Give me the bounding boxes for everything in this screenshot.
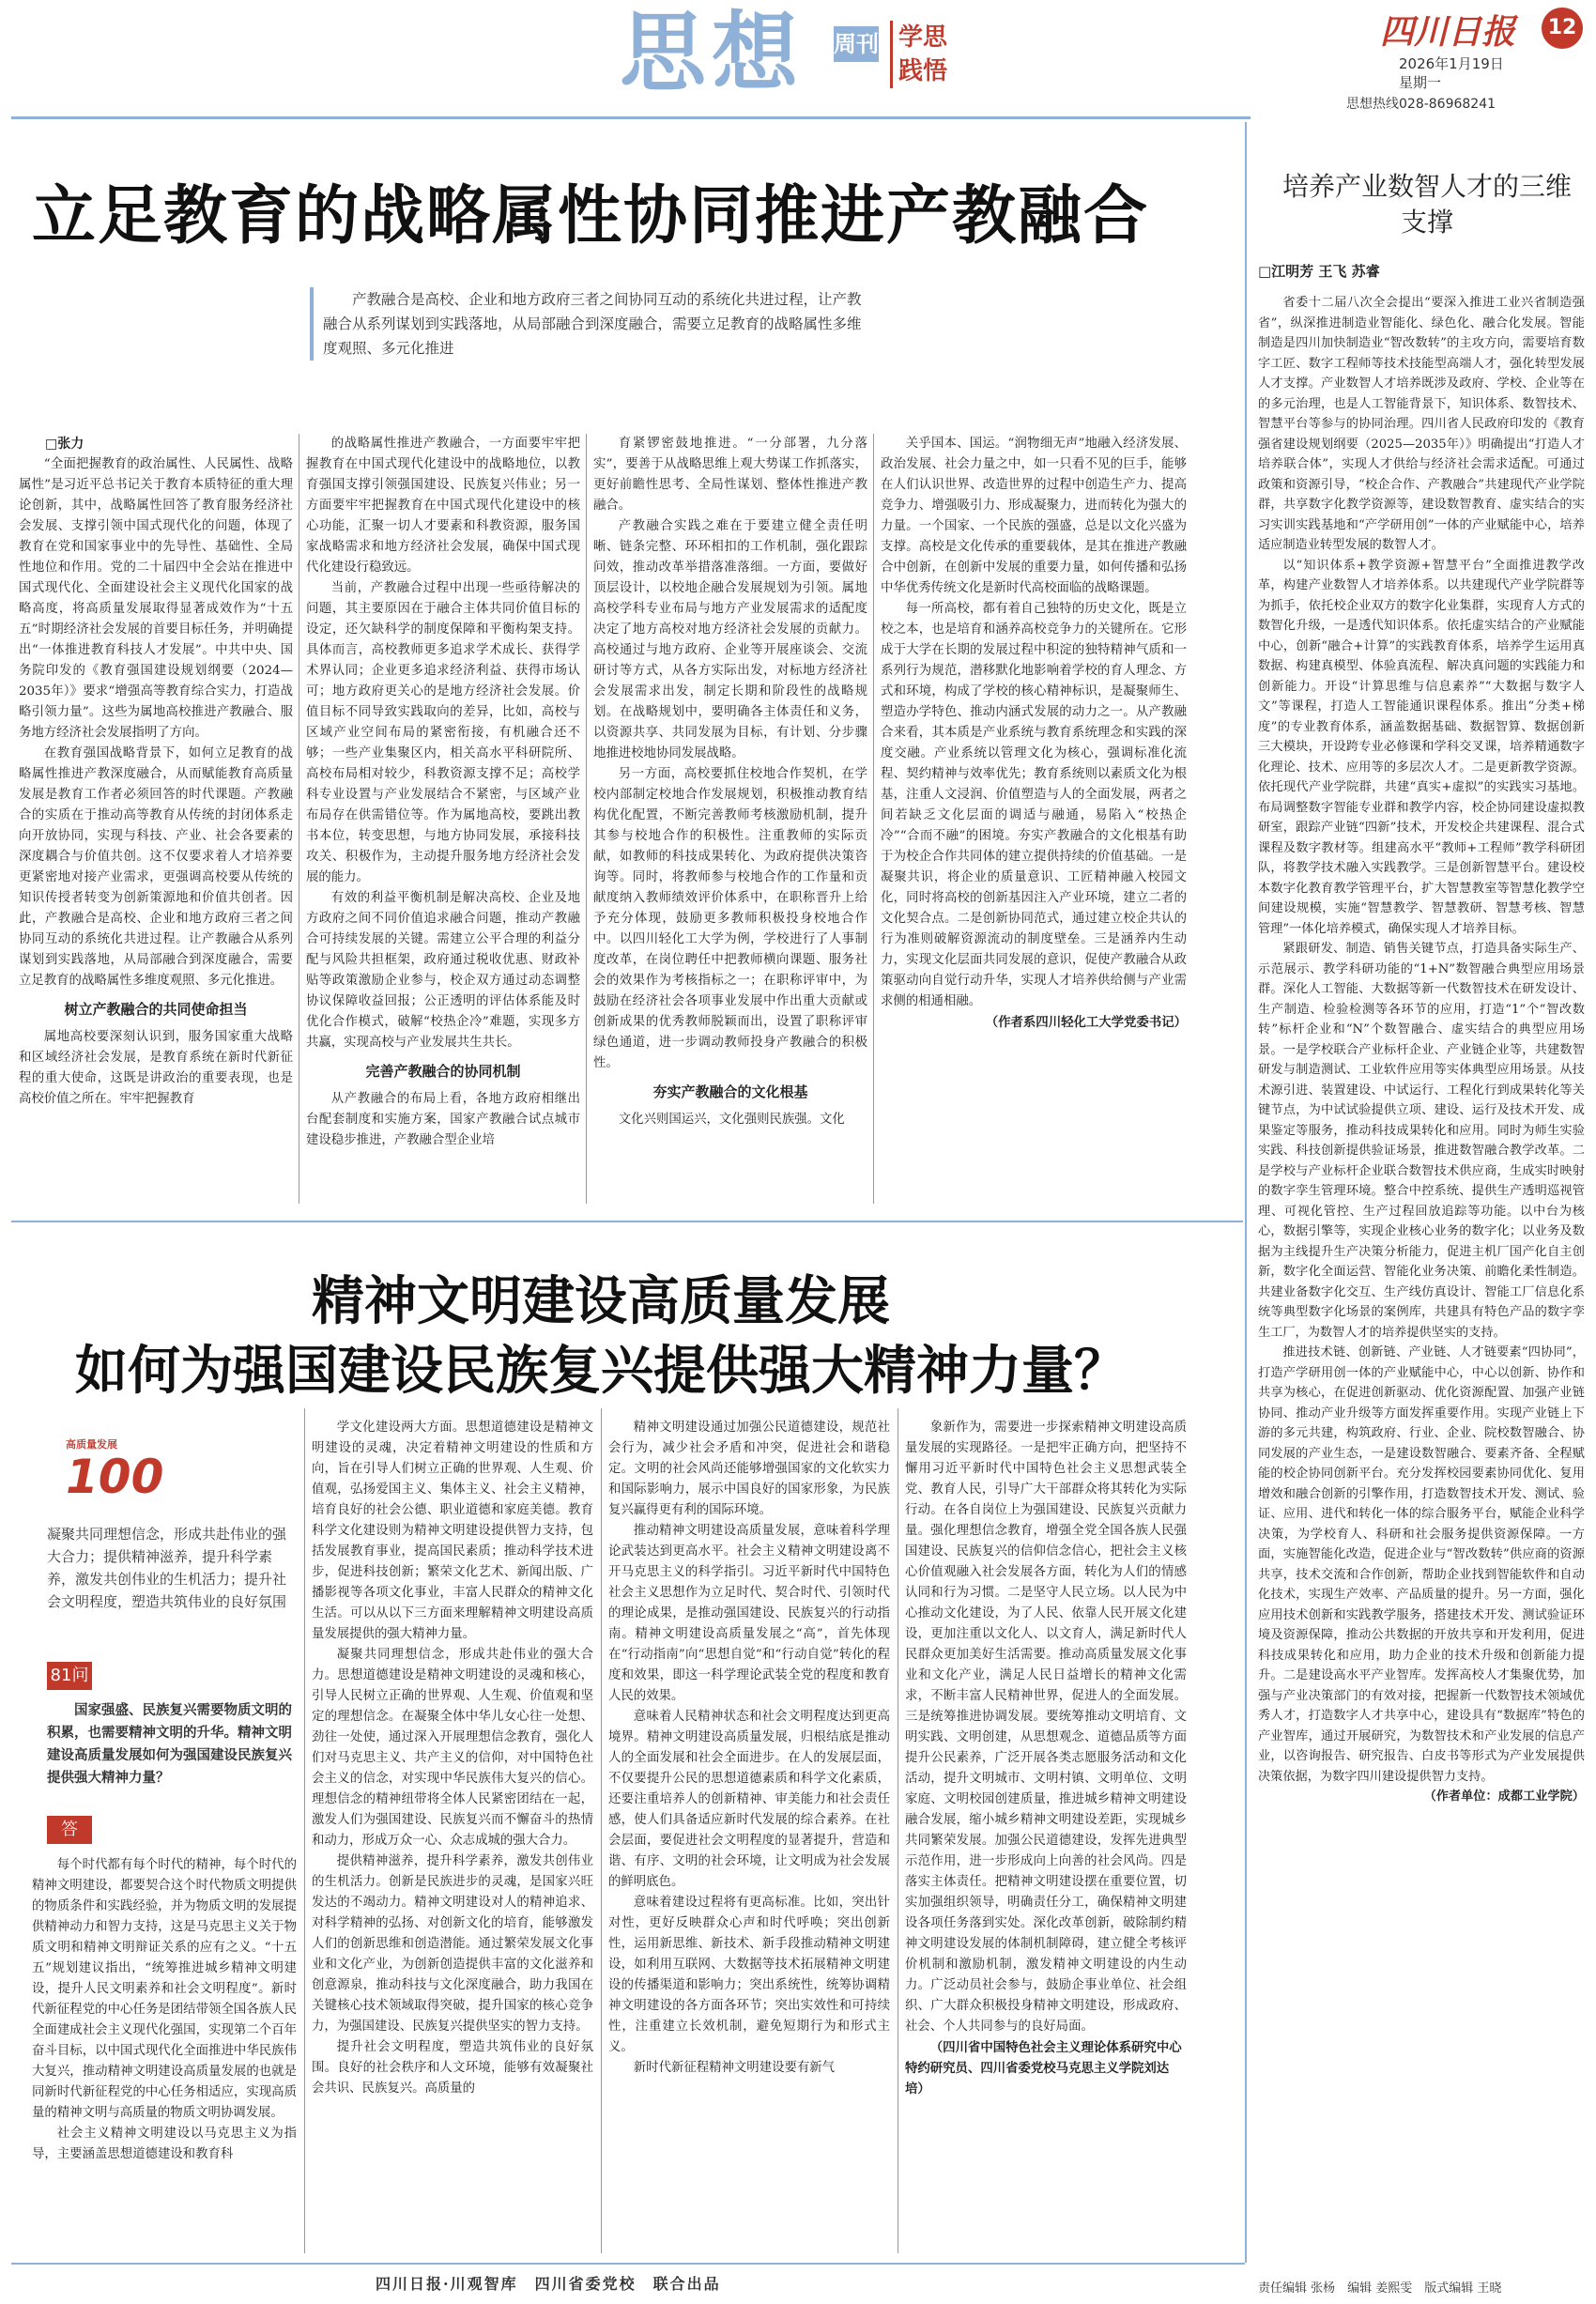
paragraph: 文化兴则国运兴，文化强则民族强。文化	[618, 1113, 845, 1127]
paragraph: 新时代新征程精神文明建设要有新气	[633, 2061, 836, 2075]
article2-signature: （四川省中国特色社会主义理论体系研究中心特约研究员、四川省委党校马克思主义学院刘达培）	[905, 2040, 1182, 2097]
paragraph: 紧跟研发、制造、销售关键节点，打造具备实际生产、示范展示、教学科研功能的“1+N”数智融合典型应用场景群。深化人工智能、大数据等新一代数智技术在研发设计、生产制造、检验检测等各环节的应用，打造“1”个“智改数转”标杆企业和“N”个数智融合、虚实结合的典型应用场景。一是学校联合产业标杆企业、产业链企业等，共建数智研发与制造测试、工业软件应用等实体典型应用场景。从技术源引进、装置建设、中试运行、工程化行到成果转化等关键节点，为中试试验提供立项、建设、运行及技术开发、成果鉴定等服务，推动科技成果转化和应用。同时为师生实验实践、科技创新提供验证场景，推进数智融合教学改革。二是学校与产业标杆企业联合数智技术供应商，生成实时映射的数字孪生管理环境。整合中控系统、提供生产透明巡视管理、可视化管控、生产过程回放追踪等功能。以中台为核心，数据引擎等，实现企业核心业务的数字化；以业务及数据为主线提升生产决策分析能力，促进主机厂国产化自主创新，数字化全面运营、智能化业务决策、前瞻化柔性制造。共建业备数字化交互、生产线仿真设计、智能工厂信息化系统等典型数字化场景的案例库，共建具有特色产品的数字孪生工厂，为数智人才的培养提供坚实的支持。	[1258, 942, 1585, 1340]
question-text: 国家强盛、民族复兴需要物质文明的积累，也需要精神文明的升华。精神文明建设高质量发展如何为强国建设民族复兴提供强大精神力量？	[47, 1702, 292, 1786]
article1-column-2	[306, 434, 580, 1213]
paragraph: 另一方面，高校要抓住校地合作契机，在学校内部制定校地合作发展规划，积极推动教育结构优化配置，不断完善教师考核激励机制，提升其参与校地合作的积极性。注重教师的实际贡献，如教师的科技成果转化、为政府提供决策咨询等。同时，将教师参与校地合作的工作量和贡献度纳入教师绩效评价体系中，在职称晋升上给予充分体现，鼓励更多教师积极投身校地合作中。以四川轻化工大学为例，学校进行了人事制度改革，在岗位聘任中把教师横向课题、服务社会的效果作为考核指标之一；在职称评审中，为鼓励在经济社会各项事业发展中作出重大贡献或创新成果的优秀教师脱颖而出，设置了职称评审绿色通道，进一步调动教师投身产教融合的积极性。	[593, 767, 867, 1070]
dateline	[1399, 54, 1504, 92]
column-divider	[304, 1408, 305, 2253]
newspaper-logo: 四川日报	[1380, 12, 1516, 52]
article1-headline: 立足教育的战略属性协同推进产教融合	[32, 179, 1150, 253]
paragraph: 从产教融合的布局上看，各地方政府相继出台配套制度和实施方案，国家产教融合试点城市建设稳步推进，产教融合型企业培	[306, 1092, 580, 1147]
paragraph: 每个时代都有每个时代的精神，每个时代的精神文明建设，都要契合这个时代物质文明提供的物质条件和实践经验，并为物质文明的发展提供精神动力和智力支持，这是马克思主义关于物质文明和精神文明辩证关系的应有之义。“十五五”规划建议指出，“统筹推进城乡精神文明建设，提升人民文明素养和社会文明程度”。新时代新征程党的中心任务是团结带领全国各族人民全面建成社会主义现代化强国，实现第二个百年奋斗目标，以中国式现代化全面推进中华民族伟大复兴，推动精神文明建设高质量发展的也就是同新时代新征程党的中心任务相适应，实现高质量的精神文明与高质量的物质文明协调发展。	[32, 1858, 297, 2120]
sidebar-headline: 培养产业数智人才的三维支撑	[1281, 171, 1572, 238]
paragraph: 提供精神滋养，提升科学素养，激发共创伟业的生机活力。创新是民族进步的灵魂，是国家兴旺发达的不竭动力。精神文明建设对人的精神追求、对科学精神的弘扬、对创新文化的培育，能够激发人们的创新思维和创造潜能。通过繁荣发展文化事业和文化产业，为创新创造提供丰富的文化滋养和创意源泉，推动科技与文化深度融合，助力我国在关键核心技术领域取得突破，提升国家的核心竞争力，为强国建设、民族复兴提供坚实的智力支持。	[312, 1854, 593, 2034]
footer-rule	[11, 2263, 1245, 2265]
footer-editors: 责任编辑 张杨 编辑 姜熙雯 版式编辑 王晓	[1258, 2281, 1502, 2296]
paragraph: 当前，产教融合过程中出现一些亟待解决的问题，其主要原因在于融合主体共同价值目标的设定，还欠缺科学的制度保障和平衡构架支持。具体而言，高校教师更多追求学术成长、获得学术界认同；企业更多追求经济利益、获得市场认可；地方政府更关心的是地方经济社会发展。价值目标不同导致实践取向的差异，比如，高校与区域产业空间布局的紧密衔接，有机融合还不够；一些产业集聚区内，相关高水平科研院所、高校布局相对较少，科教资源支撑不足；高校学科专业设置与产业发展结合不紧密，与区域产业布局存在供需错位等。作为属地高校，要跳出教书本位，转变思想，与地方协同发展，承接科技攻关、积极作为，主动提升服务地方经济社会发展的能力。	[306, 581, 580, 884]
paragraph: 精神文明建设通过加强公民道德建设，规范社会行为，减少社会矛盾和冲突，促进社会和谐稳定。文明的社会风尚还能够增强国家的文化软实力和国际影响力，展示中国良好的国家形象，为民族复兴赢得更有利的国际环境。	[608, 1421, 890, 1517]
paragraph: 学文化建设两大方面。思想道德建设是精神文明建设的灵魂，决定着精神文明建设的性质和方向，旨在引导人们树立正确的世界观、人生观、价值观，弘扬爱国主义、集体主义、社会主义精神，培育良好的社会公德、职业道德和家庭美德。教育科学文化建设则为精神文明建设提供智力支持，包括发展教育事业，提高国民素质；推动科学技术进步，促进科技创新；繁荣文化艺术、新闻出版、广播影视等各项文化事业，丰富人民群众的精神文化生活。可以从以下三方面来理解精神文明建设高质量发展提供的强大精神力量。	[312, 1421, 593, 1641]
sidebar-signature: （作者单位：成都工业学院）	[1423, 1789, 1585, 1804]
article2-title-line2: 如何为强国建设民族复兴提供强大精神力量？	[75, 1341, 1127, 1402]
column-divider	[586, 434, 587, 1204]
paragraph: 推进技术链、创新链、产业链、人才链要素“四协同”，打造产学研用创一体的产业赋能中心，中心以创新、协作和共享为核心，在促进创新驱动、优化资源配置、加强产业链协同、推动产业升级等方面发挥重要作用。实现产业链上下游的多元共建，构筑政府、行业、企业、院校数智融合、协同发展的产业生态，一是建设数智融合、要素齐备、全程赋能的校企协同创新平台。充分发挥校园要素协同优化、复用增效和融合创新的引擎作用，打造数智技术开发、测试、验证、应用、进代和转化一体的综合服务平台，赋能企业科学决策，为学校育人、科研和社会服务提供资源保障。一方面，实施智能化改造，促进企业与“智改数转”供应商的资源共享，技术交流和合作创新，帮助企业找到智能软件和自动化技术，实现生产效率、产品质量的提升。另一方面，强化应用技术创新和实践教学服务，搭建技术开发、测试验证环境及资源保障，推动公共数据的开放共享和开发利用，促进科技成果转化和应用，助力企业的技术升级和创新能力提升。二是建设高水平产业智库。发挥高校人才集聚优势，加强与产业决策部门的有效对接，把握新一代数智技术领域优秀人才，打造数字人才共享中心，建设具有“数据库”特色的产业智库，通过开展研究，为数智技术和产业发展的信息产业，以咨询报告、研究报告、白皮书等形式为产业发展提供决策依据，为数字四川建设提供智力支持。	[1258, 1345, 1585, 1784]
issue-weekday: 星期一	[1399, 74, 1442, 91]
paragraph: 凝聚共同理想信念，形成共赴伟业的强大合力。思想道德建设是精神文明建设的灵魂和核心，引导人民树立正确的世界观、人生观、价值观和坚定的理想信念。在凝聚全体中华儿女心往一处想、劲往一处使，通过深入开展理想信念教育，强化人们对马克思主义、共产主义的信仰，对中国特色社会主义的信念，对实现中华民族伟大复兴的信心。理想信念的精神纽带将全体人民紧密团结在一起，激发人们为强国建设、民族复兴而不懈奋斗的热情和动力，形成万众一心、众志成城的强大合力。	[312, 1648, 593, 1848]
article2-lead: 凝聚共同理想信念，形成共赴伟业的强大合力；提供精神滋养，提升科学素养，激发共创伟业的生机活力；提升社会文明程度，塑造共筑伟业的良好氛围	[47, 1526, 287, 1610]
paragraph: 省委十二届八次全会提出“要深入推进工业兴省制造强省”，纵深推进制造业智能化、绿色化、融合化发展。智能制造是四川加快制造业“智改数转”的主攻方向，需要培育数字工匠、数字工程师等技术技能型高端人才，强化转型发展人才支撑。产业数智人才培养既涉及政府、学校、企业等在的多元治理，也是人工智能背景下，知识体系、数智技术、智慧平台等参与的协同治理。四川省人民政府印发的《教育强省建设规划纲要（2025—2035年）》明确提出“打造人才培养联合体”，实现人才供给与经济社会需求适配。可通过政策和资源引导，“校企合作、产教融合”共建现代产业学院群，共享数字化教学资源等，建设数智教育、虚实结合的实习实训实践基地和“产学研用创”一体的产业赋能中心，培养适应制造业转型发展的数智人才。	[1258, 296, 1585, 552]
high-quality-100-logo	[66, 1436, 207, 1504]
article2-column-4	[905, 1418, 1187, 2259]
article1-column-4	[881, 434, 1187, 1213]
article2-column-3	[608, 1418, 890, 2259]
masthead-title: 思想	[620, 2, 805, 103]
article1-column-3	[593, 434, 867, 1213]
masthead-column-tag: 学思践悟	[890, 21, 950, 88]
article1-lead: 产教融合是高校、企业和地方政府三者之间协同互动的系统化共进过程，让产教融合从系列谋划到实践落地，从局部融合到深度融合，需要立足教育的战略属性多维度观照、多元化推进	[310, 287, 871, 361]
paragraph: 关乎国本、国运。“润物细无声”地融入经济发展、政治发展、社会力量之中，如一只看不见的巨手，能够在人们认识世界、改造世界的过程中创造生产力、提高竞争力、增强吸引力、形成凝聚力，进而转化为强大的力量。一个国家、一个民族的强盛，总是以文化兴盛为支撑。高校是文化传承的重要载体，是其在推进产教融合中创新，在创新中发展的重要力量，如何传播和弘扬中华优秀传统文化是新时代高校面临的战略课题。	[881, 437, 1187, 595]
paragraph: 的战略属性推进产教融合，一方面要牢牢把握教育在中国式现代化建设中的战略地位，以教育强国支撑引领强国建设、民族复兴伟业；另一方面要牢牢把握教育在中国式现代化建设中的核心功能，汇聚一切人才要素和科教资源，服务国家战略需求和地方经济社会发展，确保中国式现代化建设行稳致远。	[306, 437, 580, 575]
column-divider	[601, 1408, 602, 2253]
paragraph: 提升社会文明程度，塑造共筑伟业的良好氛围。良好的社会秩序和人文环境，能够有效凝聚社会共识、民族复兴。高质量的	[312, 2040, 593, 2096]
paragraph: 每一所高校，都有着自己独特的历史文化，既是立校之本，也是培育和涵养高校竞争力的关键所在。它形成于大学在长期的发展过程中积淀的独特精神气质和一系列行为规范，潜移默化地影响着学校的育人理念、方式和环境，构成了学校的核心精神标识，是凝聚师生、塑造办学特色、推动内涵式发展的动力之一。从产教融合来看，其本质是产业系统与教育系统理念和实践的深度交融。产业系统以管理文化为核心，强调标准化流程、契约精神与效率优先；教育系统则以素质文化为根基，注重人文浸润、价值塑造与人的全面发展，两者之间若缺乏文化层面的调适与融通，易陷入“校热企冷”“合而不融”的困境。夯实产教融合的文化根基有助于为校企合作共同体的建立提供持续的价值基础。一是凝聚共识，将企业的质量意识、工匠精神融入校园文化，同时将高校的创新基因注入产业环境，建立二者的文化契合点。二是创新协同范式，通过建立校企共认的行为准则破解资源流动的制度壁垒。三是涵养内生动力，实现文化层面共同发展的意识，促使产教融合从政策驱动向自觉行动升华，实现人才培养供给侧与产业需求侧的相通相融。	[881, 602, 1187, 1008]
page-number: 12	[1542, 8, 1583, 49]
paragraph: 社会主义精神文明建设以马克思主义为指导，主要涵盖思想道德建设和教育科	[32, 2127, 297, 2161]
paragraph: 在教育强国战略背景下，如何立足教育的战略属性推进产教深度融合，从而赋能教育高质量发展是教育工作者必须回答的时代课题。产教融合的实质在于推动高等教育从传统的封闭体系走向开放协同，实现与科技、产业、社会各要素的深度耦合与价值共创。这不仅要求着人才培养要更紧密地对接产业需求，更强调高校要从传统的知识传授者转变为创新策源地和价值共创者。因此，产教融合是高校、企业和地方政府三者之间协同互动的系统化共进过程。让产教融合从系列谋划到实践落地，从局部融合到深度融合，需要立足教育的战略属性多维度观照、多元化推进。	[19, 746, 293, 988]
paragraph: 产教融合实践之难在于要建立健全责任明晰、链条完整、环环相扣的工作机制，强化跟踪问效，推动改革举措落准落细。一方面，要做好顶层设计，以校地企融合发展规划为引领。属地高校学科专业布局与地方产业发展需求的适配度决定了地方高校对地方经济社会发展的贡献力。高校通过与地方政府、企业等开展座谈会、交流研讨等方式，从各方实际出发，对标地方经济社会发展需求出发，制定长期和阶段性的战略规划。在战略规划中，要明确各主体责任和义务，以资源共享、共同发展为目标，有计划、分步骤地推进校地协同发展战略。	[593, 519, 867, 760]
answer-badge: 答	[47, 1816, 92, 1844]
subheading: 完善产教融合的协同机制	[365, 1063, 521, 1080]
article1-byline: □张力	[45, 437, 84, 452]
paragraph: 育紧锣密鼓地推进。“一分部署，九分落实”，要善于从战略思维上观大势谋工作抓落实，更好前瞻性思考、全局性谋划、整体性推进产教融合。	[593, 437, 867, 513]
masthead-weekly-tag: 周刊	[834, 26, 879, 62]
article2-headline	[0, 1267, 1202, 1406]
paragraph: 意味着人民精神状态和社会文明程度达到更高境界。精神文明建设高质量发展，归根结底是推动人的全面发展和社会全面进步。在人的发展层面，不仅要提升公民的思想道德素质和科学文化素质，还要注重培养人的创新精神、审美能力和社会责任感，使人们具备适应新时代发展的综合素养。在社会层面，要促进社会文明程度的显著提升，营造和谐、有序、文明的社会环境，让文明成为社会发展的鲜明底色。	[608, 1710, 890, 1889]
question-number-badge: 81问	[47, 1662, 92, 1690]
hotline: 思想热线028-86968241	[1346, 97, 1496, 112]
column-divider	[873, 434, 874, 1204]
logo-number: 100	[66, 1450, 164, 1504]
paragraph: 以“知识体系+教学资源+智慧平台”全面推进教学改革，构建产业数智人才培养体系。以共建现代产业学院群等为抓手，依托校企业双方的数字化业集群，实现育人方式的数智化升级，一是透代知识体系。依托虚实结合的产业赋能中心，创新“融合+计算”的实践教育体系，培养学生运用真数据、构建真模型、体验真流程、解决真问题的实践能力和创新能力。开设“计算思维与信息素养”“大数据与数字人文”等课程，打造人工智能通识课程体系。推出“分类+梯度”的专业教育体系，涵盖数据基础、数据智算、数据创新三大模块，开设跨专业必修课和学科交叉课，培养精通数字化理论、技术、应用等的多层次人才。二是更新教学资源。依托现代产业学院群，共建“真实+虚拟”的实践实习基地。布局调整数字智能专业群和教学内容，校企协同建设虚拟教研室，跟踪产业链“四新”技术，开发校企共建课程、混合式课程及数字教材等。组建高水平“教师+工程师”教学科研团队，将教学技术融入实践教学。三是创新智慧平台。建设校本数字化教育教学管理平台，扩大智慧教室等智慧化教学空间建设规模，实施“智慧教学、智慧教研、智慧考核、智慧管理”一体化培养模式，确保实现人才培养目标。	[1258, 558, 1585, 936]
subheading: 树立产教融合的共同使命担当	[64, 1001, 248, 1018]
article1-column-1	[19, 434, 293, 1213]
article2-column-1	[32, 1855, 297, 2259]
paragraph: 象新作为，需要进一步探索精神文明建设高质量发展的实现路径。一是把牢正确方向，把坚持不懈用习近平新时代中国特色社会主义思想武装全党、教育人民，引导广大干部群众将其转化为实际行动。在各自岗位上为强国建设、民族复兴贡献力量。强化理想信念教育，增强全党全国各族人民强国建设、民族复兴的信仰信念信心，把社会主义核心价值观融入社会发展各方面，转化为人们的情感认同和行为习惯。二是坚守人民立场。以人民为中心推动文化建设，为了人民、依靠人民开展文化建设，更加注重以文化人、以文育人，满足新时代人民群众更加美好生活需要。推动高质量发展文化事业和文化产业，满足人民日益增长的精神文化需求，不断丰富人民精神世界，促进人的全面发展。三是统筹推进协调发展。要统筹推动文明培育、文明实践、文明创建，从思想观念、道德品质等方面提升公民素养，广泛开展各类志愿服务活动和文化活动，提升文明城市、文明村镇、文明单位、文明家庭、文明校园创建质量，推进城乡精神文明建设融合发展，缩小城乡精神文明建设差距，实现城乡共同繁荣发展。加强公民道德建设，发挥先进典型示范作用，进一步形成向上向善的社会风尚。四是落实主体责任。把精神文明建设摆在重要位置，切实加强组织领导，明确责任分工，确保精神文明建设各项任务落到实处。深化改革创新，破除制约精神文明建设发展的体制机制障碍，建立健全考核评价机制和激励机制，激发精神文明建设的内生动力。广泛动员社会参与，鼓励企事业单位、社会组织、广大群众积极投身精神文明建设，形成政府、社会、个人共同参与的良好局面。	[905, 1421, 1187, 2034]
paragraph: 意味着建设过程将有更高标准。比如，突出针对性，更好反映群众心声和时代呼唤；突出创新性，运用新思维、新技术、新手段推动精神文明建设，如利用互联网、大数据等技术拓展精神文明建设的传播渠道和影响力；突出系统性，统筹协调精神文明建设的各方面各环节；突出实效性和可持续性，注重建立长效机制，避免短期行为和形式主义。	[608, 1896, 890, 2054]
footer-credit: 四川日报·川观智库 四川省委党校 联合出品	[376, 2275, 721, 2293]
article2-column-2	[312, 1418, 593, 2259]
sidebar-divider	[1245, 122, 1247, 2263]
subheading: 夯实产教融合的文化根基	[652, 1083, 808, 1100]
sidebar-byline: □江明芳 王飞 苏睿	[1258, 263, 1380, 280]
section-rule	[11, 1221, 1243, 1222]
paragraph: 推动精神文明建设高质量发展，意味着科学理论武装达到更高水平。社会主义精神文明建设离不开马克思主义的科学指引。习近平新时代中国特色社会主义思想作为立足时代、契合时代、引领时代的理论成果，是推动强国建设、民族复兴的行动指南。精神文明建设高质量发展之“高”，首先体现在“行动指南”向“思想自觉”和“行动自觉”转化的程度和效果，即这一科学理论武装全党的程度和教育人民的效果。	[608, 1524, 890, 1703]
issue-date: 2026年1月19日	[1399, 55, 1504, 72]
logo-subtitle: 高质量发展	[66, 1438, 117, 1451]
article1-signature: （作者系四川轻化工大学党委书记）	[985, 1015, 1187, 1030]
paragraph: 属地高校要深刻认识到，服务国家重大战略和区域经济社会发展，是教育系统在新时代新征程的重大使命，这既是讲政治的重要表现，也是高校价值之所在。牢牢把握教育	[19, 1030, 293, 1106]
sidebar-body	[1258, 293, 1585, 2255]
article2-title-line1: 精神文明建设高质量发展	[312, 1271, 890, 1332]
header-rule	[11, 116, 1251, 119]
paragraph: “全面把握教育的政治属性、人民属性、战略属性”是习近平总书记关于教育本质特征的重大理论创新，其中，战略属性回答了教育服务经济社会发展、支撑引领中国式现代化的问题，体现了教育在党和国家事业中的先导性、基础性、全局性地位和作用。党的二十届四中全会站在推进中国式现代化、全面建设社会主义现代化国家的战略高度，将高质量发展取得显著成效作为“十五五”时期经济社会发展的首要目标任务，并明确提出“一体推进教育科技人才发展”。中共中央、国务院印发的《教育强国建设规划纲要（2024—2035年）》要求“增强高等教育综合实力，打造战略引领力量”。这些为属地高校推进产教融合、服务地方经济社会发展指明了方向。	[19, 457, 293, 740]
paragraph: 有效的利益平衡机制是解决高校、企业及地方政府之间不同价值追求融合问题，推动产教融合可持续发展的关键。需建立公平合理的利益分配与风险共担框架，政府通过税收优惠、财政补贴等政策激励企业参与，校企双方通过动态调整协议保障收益回报；公正透明的评估体系能及时优化合作模式，破解“校热企冷”难题，实现多方共赢，实现高校与产业发展共生共长。	[306, 891, 580, 1050]
